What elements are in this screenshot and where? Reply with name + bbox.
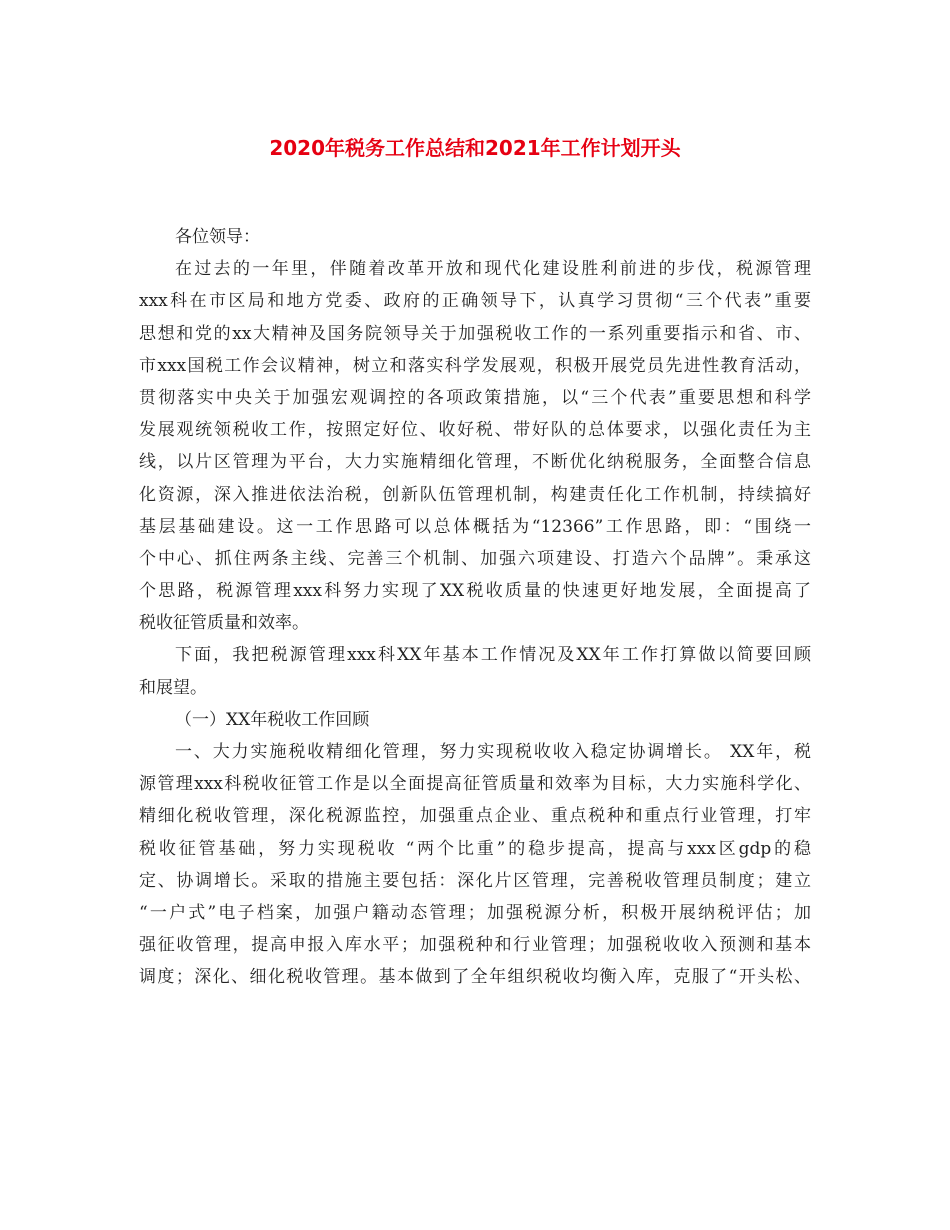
paragraph-1-line: 思想和党的xx大精神及国务院领导关于加强税收工作的一系列重要指示和省、市、 [139, 323, 811, 344]
paragraph-4-line: “一户式”电子档案，加强户籍动态管理；加强税源分析，积极开展纳税评估；加 [139, 902, 811, 923]
paragraph-1-line: 化资源，深入推进依法治税，创新队伍管理机制，构建责任化工作机制，持续搞好 [139, 484, 811, 505]
paragraph-1-line: 个思路，税源管理xxx科努力实现了XX税收质量的快速更好地发展，全面提高了 [139, 581, 811, 602]
document-body [139, 221, 811, 994]
paragraph-1-line: 发展观统领税收工作，按照定好位、收好税、带好队的总体要求，以强化责任为主 [139, 420, 811, 441]
paragraph-1-line: 在过去的一年里，伴随着改革开放和现代化建设胜利前进的步伐，税源管理 [175, 259, 811, 280]
document-title: 2020年税务工作总结和2021年工作计划开头 [269, 136, 681, 160]
paragraph-4-line: 调度；深化、细化税收管理。基本做到了全年组织税收均衡入库，克服了“开头松、 [139, 967, 811, 988]
paragraph-4-line: 源管理xxx科税收征管工作是以全面提高征管质量和效率为目标，大力实施科学化、 [139, 774, 811, 795]
paragraph-1-line: xxx科在市区局和地方党委、政府的正确领导下，认真学习贯彻“三个代表”重要 [139, 291, 811, 312]
paragraph-4-line: 一、大力实施税收精细化管理，努力实现税收收入稳定协调增长。 XX年，税 [175, 742, 811, 762]
paragraph-2-line: 和展望。 [139, 677, 207, 698]
paragraph-1-line: 税收征管质量和效率。 [139, 613, 309, 634]
salutation-line: 各位领导： [175, 227, 260, 247]
paragraph-4-line: 税收征管基础，努力实现税收 “两个比重”的稳步提高，提高与xxx区gdp的稳 [139, 838, 811, 859]
paragraph-1-line: 基层基础建设。这一工作思路可以总体概括为“12366”工作思路，即：“围绕一 [139, 516, 811, 537]
section-heading: （一）XX年税收工作回顾 [175, 709, 370, 730]
paragraph-4-line: 精细化税收管理，深化税源监控，加强重点企业、重点税种和重点行业管理，打牢 [139, 806, 811, 827]
paragraph-4-line: 定、协调增长。采取的措施主要包括：深化片区管理，完善税收管理员制度；建立 [139, 870, 811, 891]
paragraph-1-line: 市xxx国税工作会议精神，树立和落实科学发展观，积极开展党员先进性教育活动， [139, 355, 811, 376]
paragraph-4-line: 强征收管理，提高申报入库水平；加强税种和行业管理；加强税收收入预测和基本 [139, 935, 811, 956]
paragraph-1-line: 个中心、抓住两条主线、完善三个机制、加强六项建设、打造六个品牌”。秉承这 [139, 548, 811, 569]
paragraph-2-line: 下面，我把税源管理xxx科XX年基本工作情况及XX年工作打算做以简要回顾 [175, 645, 811, 666]
paragraph-1-line: 贯彻落实中央关于加强宏观调控的各项政策措施，以“三个代表”重要思想和科学 [139, 387, 811, 408]
paragraph-1-line: 线，以片区管理为平台，大力实施精细化管理，不断优化纳税服务，全面整合信息 [139, 452, 811, 473]
